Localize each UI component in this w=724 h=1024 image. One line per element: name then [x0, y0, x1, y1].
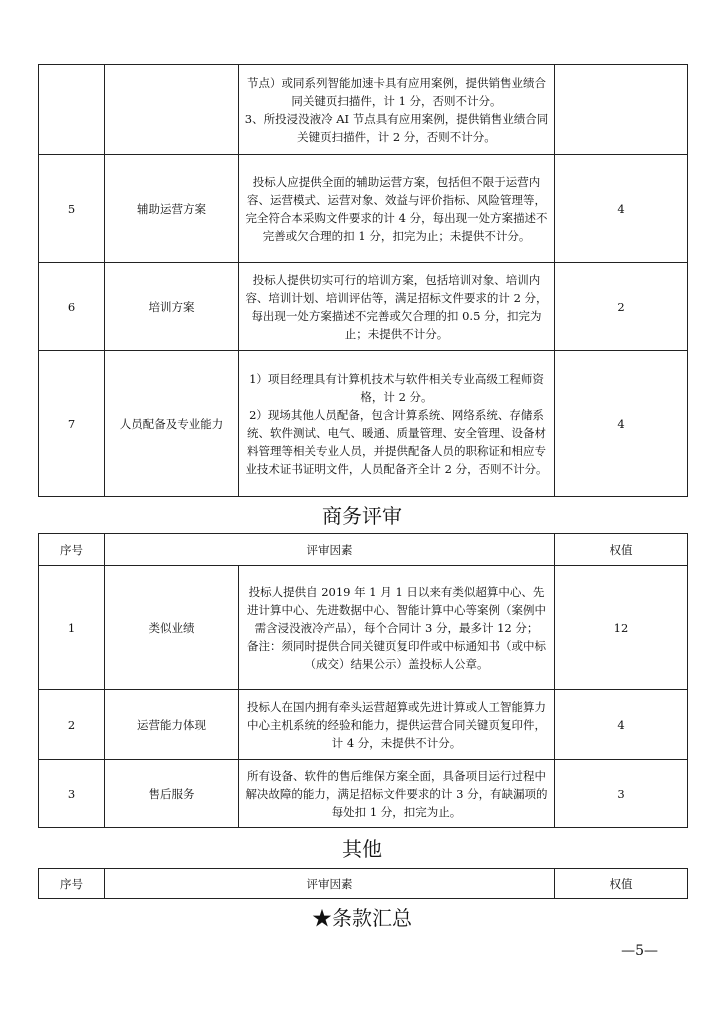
criteria-description [239, 351, 555, 497]
weight-value: 3 [555, 760, 688, 828]
criteria-text: 2）现场其他人员配备，包含计算系统、网络系统、存储系统、软件测试、电气、暖通、质量管理、安全管理、设备材料管理等相关专业人员，并提供配备人员的职称证和相应专业技术证书证明文件，人员配备齐全计 2 分，否则不计分。 [245, 407, 548, 476]
criteria-text: 投标人应提供全面的辅助运营方案，包括但不限于运营内容、运营模式、运营对象、效益与评价指标、风险管理等，完全符合本采购文件要求的计 4 分，每出现一处方案描述不完善或欠合理的扣 1 分，扣完为止；未提供不计分。 [245, 174, 548, 243]
criteria-text: 3、所投浸没液冷 AI 节点具有应用案例，提供销售业绩合同关键页扫描件，计 2 分，否则不计分。 [244, 111, 549, 144]
criteria-description [239, 566, 555, 690]
weight-value: 4 [555, 155, 688, 263]
header-number: 序号 [39, 534, 105, 566]
row-number: 5 [39, 155, 105, 263]
weight-value: 4 [555, 690, 688, 760]
other-review-title: 其他 [342, 837, 382, 861]
review-factor: 售后服务 [105, 760, 239, 828]
criteria-text: 备注：须同时提供合同关键页复印件或中标通知书（或中标（成交）结果公示）盖投标人公章。 [247, 638, 546, 671]
criteria-text: 所有设备、软件的售后维保方案全面，具备项目运行过程中解决故障的能力，满足招标文件要求的计 3 分，有缺漏项的每处扣 1 分，扣完为止。 [245, 768, 548, 819]
table-row [39, 566, 688, 690]
criteria-description [239, 65, 555, 155]
table-row [39, 155, 688, 263]
criteria-description [239, 690, 555, 760]
business-review-title: 商务评审 [322, 504, 402, 528]
row-number: 2 [39, 690, 105, 760]
header-factor: 评审因素 [105, 869, 555, 899]
header-weight: 权值 [555, 534, 688, 566]
table-row [39, 690, 688, 760]
criteria-text: 投标人提供切实可行的培训方案，包括培训对象、培训内容、培训计划、培训评估等，满足招标文件要求的计 2 分，每出现一处方案描述不完善或欠合理的扣 0.5 分，扣完为止；未提供不计分。 [245, 272, 548, 341]
weight-value: 2 [555, 263, 688, 351]
criteria-text: 投标人在国内拥有牵头运营超算或先进计算或人工智能算力中心主机系统的经验和能力，提供运营合同关键页复印件，计 4 分，未提供不计分。 [247, 699, 546, 750]
row-number [39, 65, 105, 155]
clause-summary-title: ★条款汇总 [312, 906, 412, 930]
row-number: 6 [39, 263, 105, 351]
criteria-description [239, 760, 555, 828]
header-factor: 评审因素 [105, 534, 555, 566]
review-factor: 培训方案 [105, 263, 239, 351]
review-factor: 类似业绩 [105, 566, 239, 690]
weight-value: 4 [555, 351, 688, 497]
table-row [39, 263, 688, 351]
table-row [39, 351, 688, 497]
table-row [39, 760, 688, 828]
review-factor [105, 65, 239, 155]
review-factor: 人员配备及专业能力 [105, 351, 239, 497]
table-row [39, 65, 688, 155]
other-review-table [38, 868, 688, 899]
table-header-row [39, 534, 688, 566]
business-review-table [38, 533, 688, 828]
weight-value [555, 65, 688, 155]
criteria-text: 节点）或同系列智能加速卡具有应用案例，提供销售业绩合同关键页扫描件，计 1 分，否则不计分。 [247, 75, 546, 108]
header-number: 序号 [39, 869, 105, 899]
review-factor: 辅助运营方案 [105, 155, 239, 263]
page-number: —5— [621, 943, 658, 959]
technical-review-table [38, 64, 688, 497]
row-number: 7 [39, 351, 105, 497]
review-factor: 运营能力体现 [105, 690, 239, 760]
criteria-description [239, 155, 555, 263]
criteria-text: 投标人提供自 2019 年 1 月 1 日以来有类似超算中心、先进计算中心、先进数据中心、智能计算中心等案例（案例中需含浸没液冷产品），每个合同计 3 分，最多计 12 分； [247, 584, 546, 635]
table-header-row [39, 869, 688, 899]
criteria-text: 1）项目经理具有计算机技术与软件相关专业高级工程师资格，计 2 分。 [249, 371, 544, 404]
row-number: 3 [39, 760, 105, 828]
row-number: 1 [39, 566, 105, 690]
header-weight: 权值 [555, 869, 688, 899]
weight-value: 12 [555, 566, 688, 690]
criteria-description [239, 263, 555, 351]
